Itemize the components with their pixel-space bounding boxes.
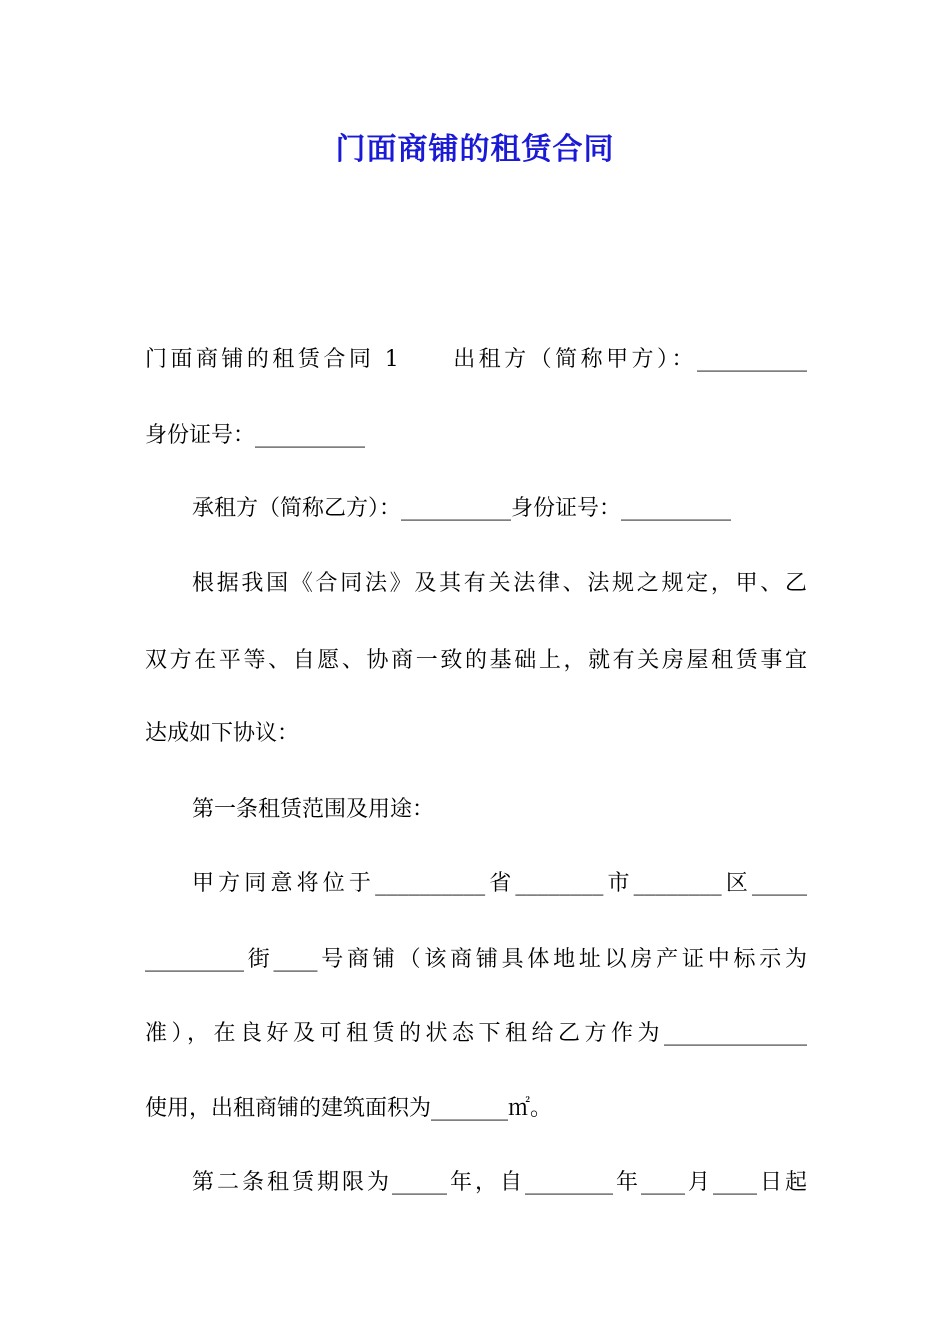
text-line-12: 第二条租赁期限为_____年，自________年____月____日起 [192,1170,807,1195]
text-line-11: 使用，出租商铺的建筑面积为_______㎡。 [145,1096,553,1121]
text-line-5: 双方在平等、自愿、协商一致的基础上，就有关房屋租赁事宜 [145,648,807,673]
text-line-6: 达成如下协议： [145,721,300,746]
text-line-3: 承租方（简称乙方）：__________身份证号：__________ [192,496,732,521]
document-title: 门面商铺的租赁合同 [335,132,615,167]
text-line-8: 甲方同意将位于__________省________市________区_____ [192,871,807,896]
text-line-4: 根据我国《合同法》及其有关法律、法规之规定，甲、乙 [192,571,807,596]
text-line-10: 准），在良好及可租赁的状态下租给乙方作为_____________ [145,1021,807,1046]
text-line-1: 门面商铺的租赁合同 1 出租方（简称甲方）：__________ [145,347,807,372]
text-line-2: 身份证号：__________ [145,423,366,448]
text-line-7: 第一条租赁范围及用途： [192,797,435,822]
text-line-9: _________街____号商铺（该商铺具体地址以房产证中标示为 [145,947,807,972]
